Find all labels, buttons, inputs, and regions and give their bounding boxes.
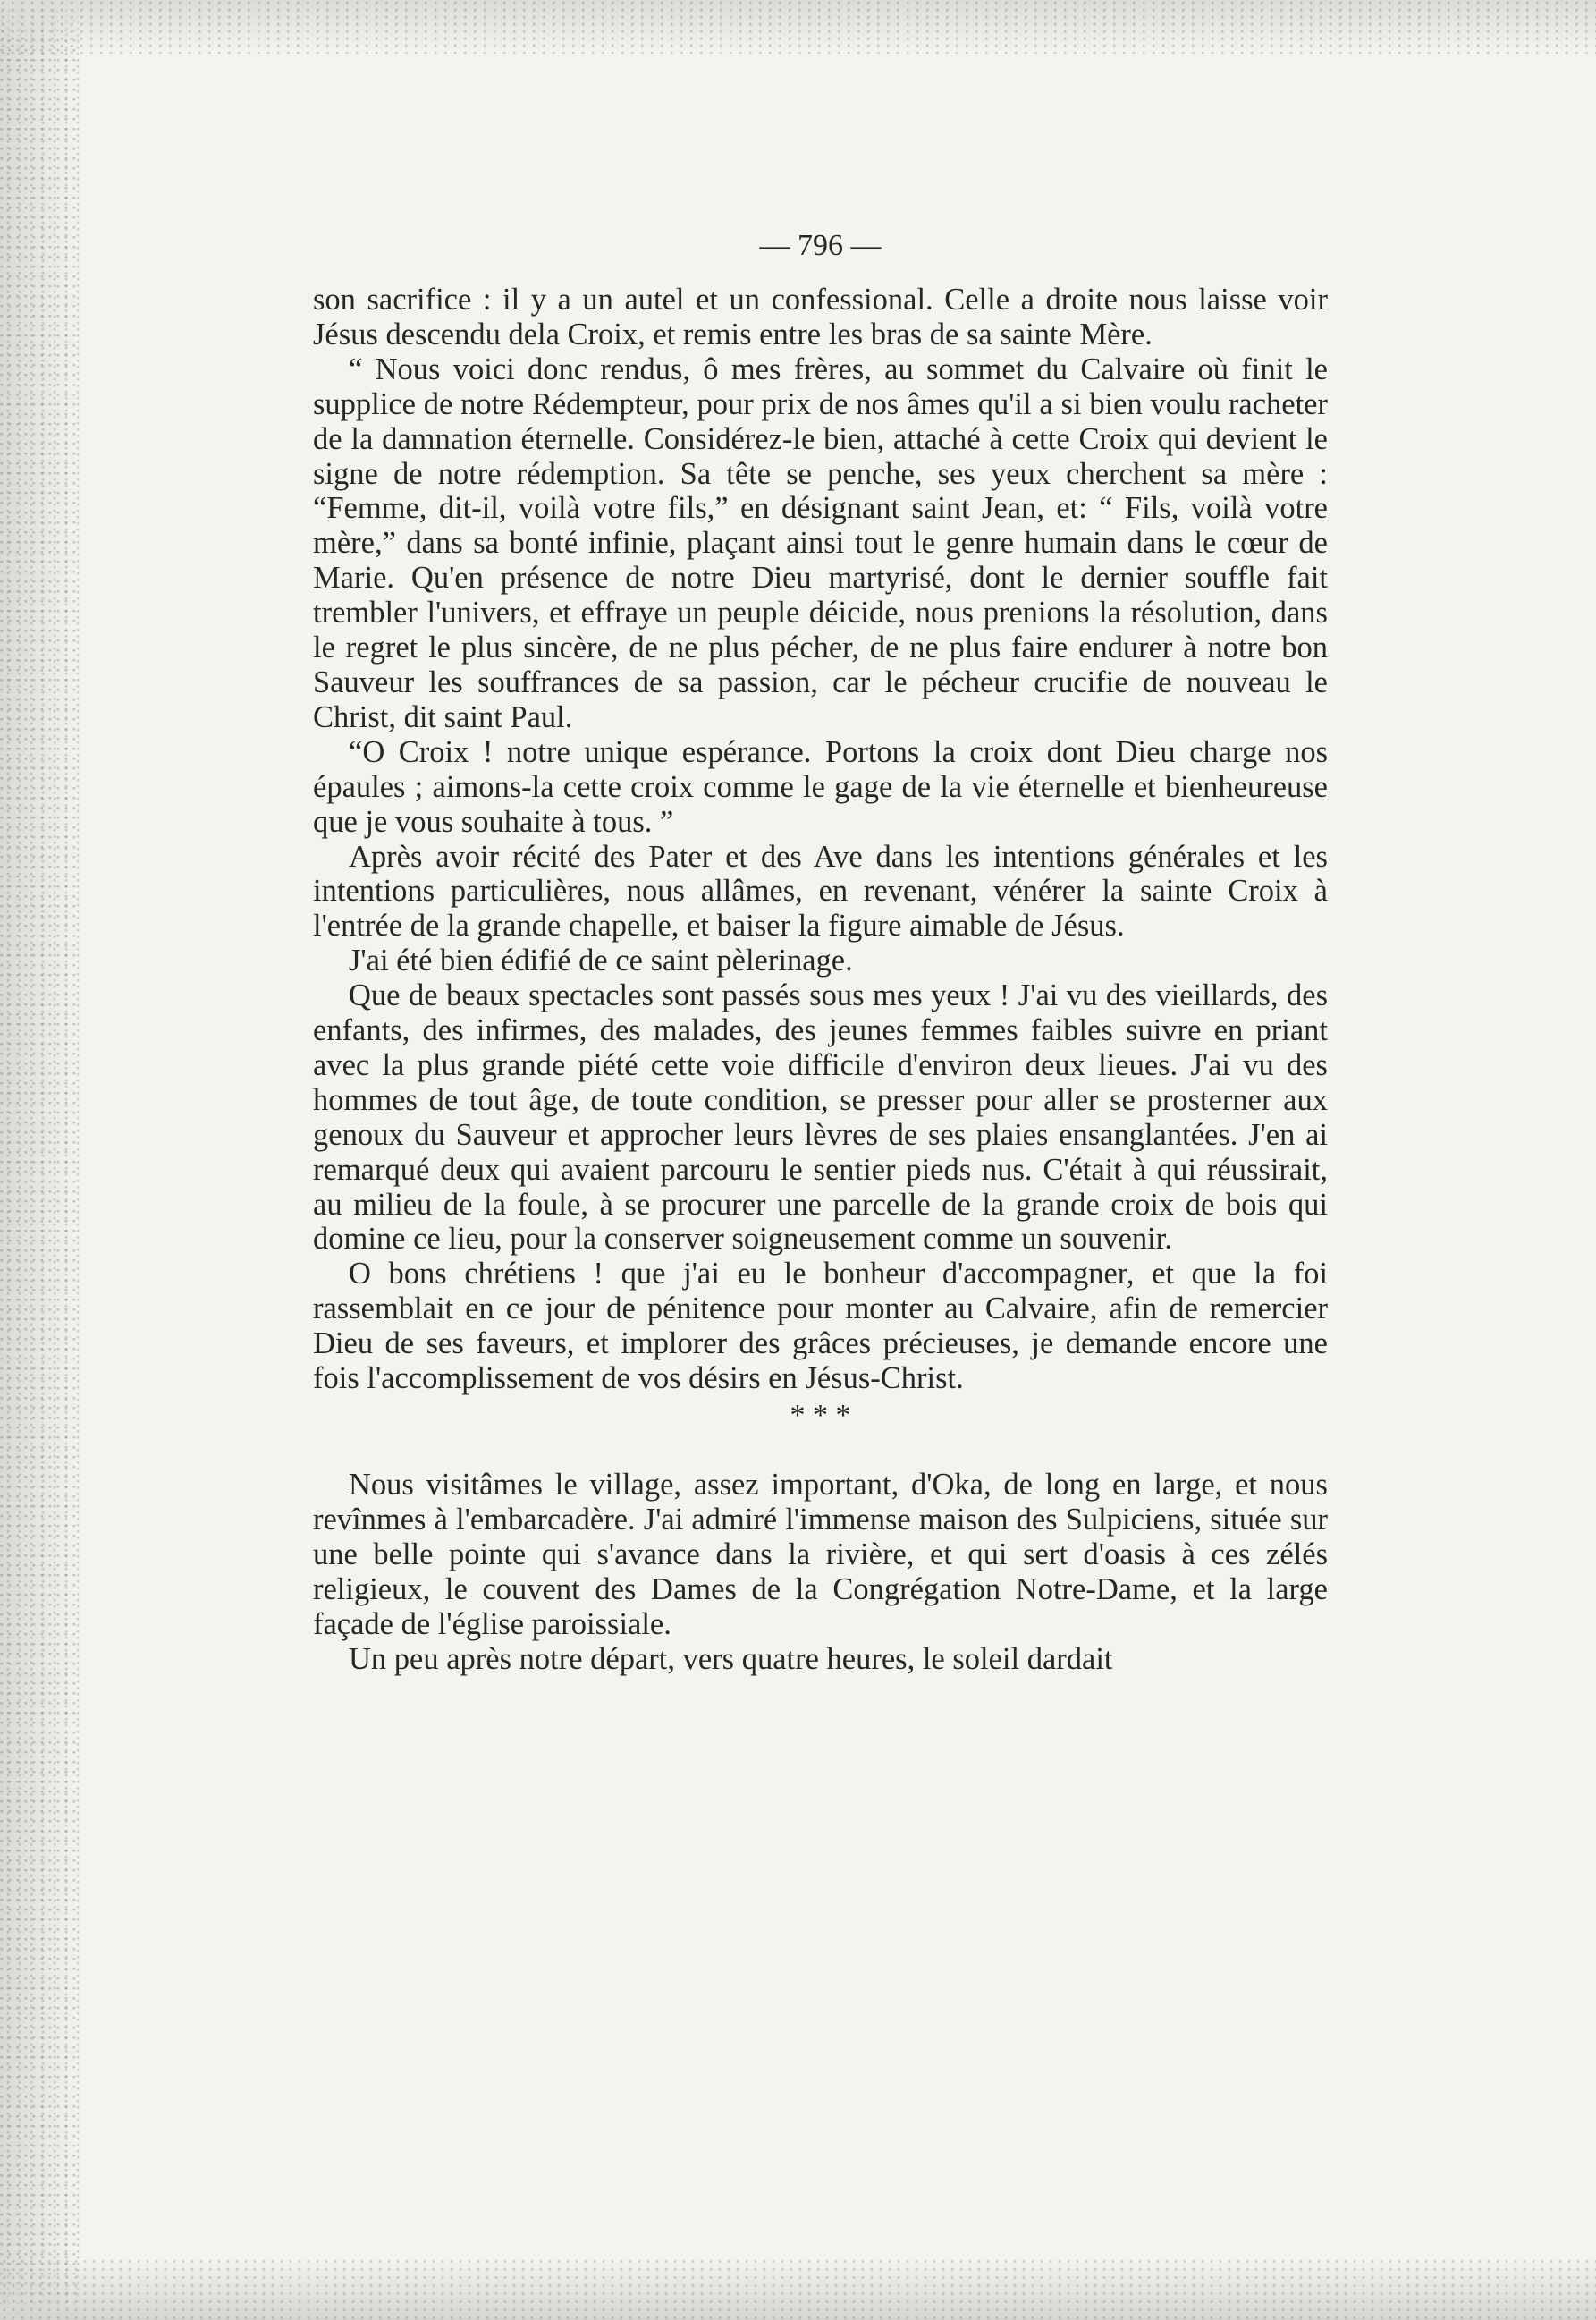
paragraph: J'ai été bien édifié de ce saint pèlerinage. <box>349 944 853 978</box>
scan-edge-top <box>0 0 1596 54</box>
scan-edge-left <box>0 0 80 2320</box>
section-separator: * * * <box>790 1399 851 1432</box>
paragraph: Après avoir récité des Pater et des Ave dans les intentions générales et les intentions particulières, nous allâmes, en revenant, vénérer la sainte Croix à l'entrée de la grande chapelle, et baiser la figure aimable de Jésus. <box>313 839 1328 944</box>
paragraph: Un peu après notre départ, vers quatre heures, le soleil dardait <box>349 1641 1113 1676</box>
paragraph: “ Nous voici donc rendus, ô mes frères, au sommet du Calvaire où finit le supplice de notre Rédempteur, pour prix de nos âmes qu'il a si bien voulu racheter de la damnation éternelle. Considérez-le bien, attaché à cette Croix qui devient le signe de notre rédemption. Sa tête se penche, ses yeux cherchent sa mère : “Femme, dit-il, voilà votre fils,” en désignant saint Jean, et: “ Fils, voilà votre mère,” dans sa bonté infinie, plaçant ainsi tout le genre humain dans le cœur de Marie. Qu'en présence de notre Dieu martyrisé, dont le dernier souffle fait trembler l'univers, et effraye un peuple déicide, nous prenions la résolution, dans le regret le plus sincère, de ne plus pécher, de ne plus faire endurer à notre bon Sauveur les souffrances de sa passion, car le pécheur crucifie de nouveau le Christ, dit saint Paul. <box>313 351 1328 734</box>
paragraph: Que de beaux spectacles sont passés sous mes yeux ! J'ai vu des vieillards, des enfants, des infirmes, des malades, des jeunes femmes faibles suivre en priant avec la plus grande piété cette voie difficile d'environ deux lieues. J'ai vu des hommes de tout âge, de toute condition, se presser pour aller se prosterner aux genoux du Sauveur et approcher leurs lèvres de ses plaies ensanglantées. J'en ai remarqué deux qui avaient parcouru le sentier pieds nus. C'était à qui réussirait, au milieu de la foule, à se procurer une parcelle de la grande croix de bois qui domine ce lieu, pour la conserver soigneusement comme un souvenir. <box>313 978 1328 1257</box>
paragraph: Nous visitâmes le village, assez important, d'Oka, de long en large, et nous revînmes à l'embarcadère. J'ai admiré l'immense maison des Sulpiciens, située sur une belle pointe qui s'avance dans la rivière, et qui sert d'oasis à ces zélés religieux, le couvent des Dames de la Congrégation Notre-Dame, et la large façade de l'église paroissiale. <box>313 1468 1328 1641</box>
body-text <box>313 224 1328 1676</box>
paragraph: “O Croix ! notre unique espérance. Portons la croix dont Dieu charge nos épaules ; aimons-la cette croix comme le gage de la vie éternelle et bienheureuse que je vous souhaite à tous. ” <box>313 734 1328 839</box>
paragraph: O bons chrétiens ! que j'ai eu le bonheur d'accompagner, et que la foi rassemblait en ce jour de pénitence pour monter au Calvaire, afin de remercier Dieu de ses faveurs, et implorer des grâces précieuses, je demande encore une fois l'accomplissement de vos désirs en Jésus-Christ. <box>313 1257 1328 1396</box>
page-number: — 796 — <box>759 229 882 262</box>
paragraph: son sacrifice : il y a un autel et un confessional. Celle a droite nous laisse voir Jésus descendu dela Croix, et remis entre les bras de sa sainte Mère. <box>313 283 1328 351</box>
scan-edge-bottom <box>0 2257 1596 2320</box>
